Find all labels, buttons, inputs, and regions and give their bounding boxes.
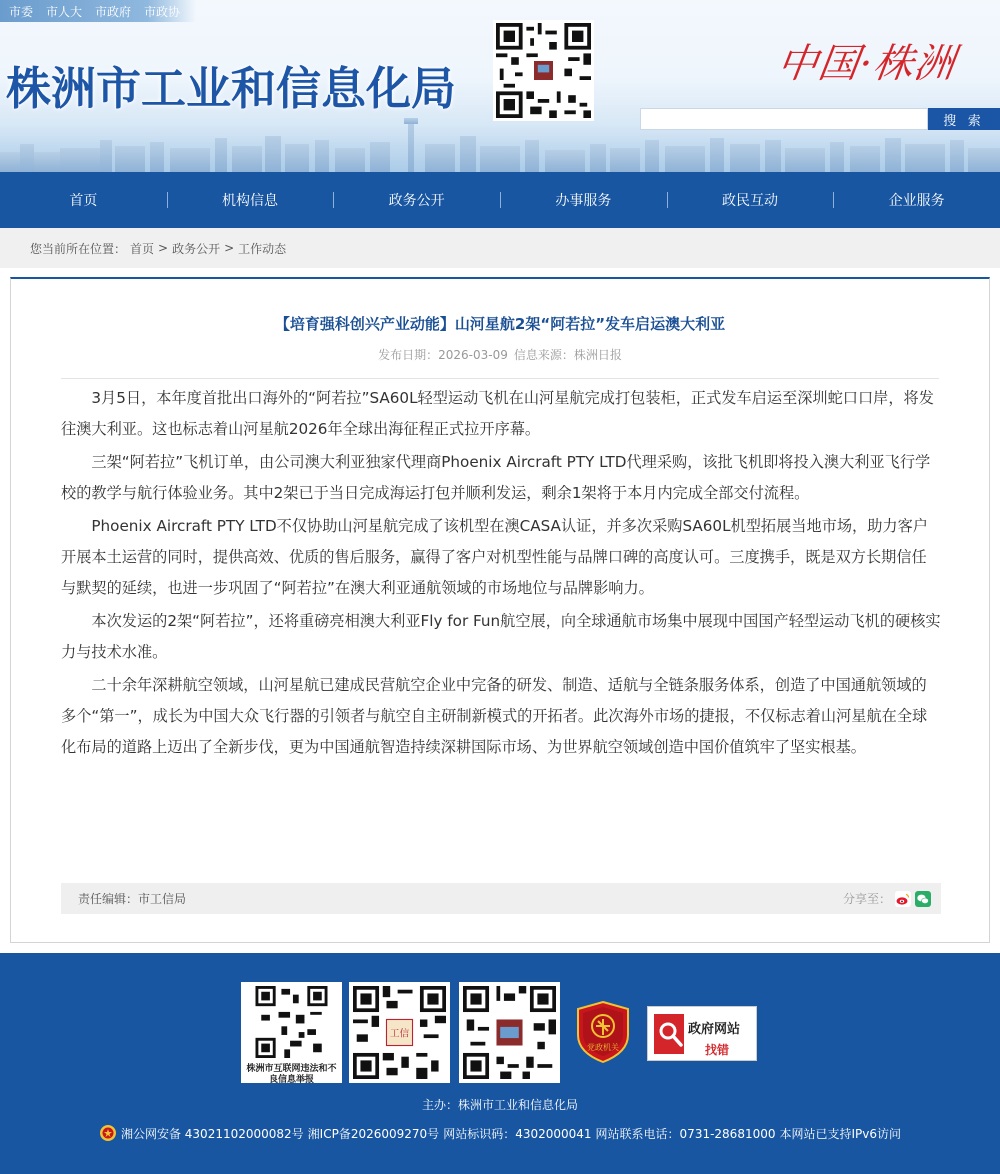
find-error-label: 找错 <box>705 1043 730 1057</box>
site-title[interactable]: 株洲市工业和信息化局 <box>6 62 457 115</box>
article-paragraph: 本次发运的2架“阿若拉”，还将重磅亮相澳大利亚Fly for Fun航空展，向全球通航市场集中展现中国国产轻型运动飞机的硬核实力与技术水准。 <box>61 612 941 661</box>
search-button[interactable]: 搜 索 <box>928 108 1000 130</box>
nav-item-enterprise-services[interactable]: 企业服务 <box>888 193 945 209</box>
china-zhuzhou-logo: 中国·株洲 <box>774 41 959 87</box>
nav-divider <box>500 192 501 208</box>
qr-code-icon <box>496 23 591 118</box>
footer-info-line <box>0 1124 1000 1142</box>
footer-host: 主办：株洲市工业和信息化局 <box>421 1098 578 1112</box>
nav-divider <box>667 192 668 208</box>
gov-website-label: 政府网站 <box>688 1022 741 1037</box>
top-link-peoples-congress[interactable]: 市人大 <box>46 4 83 19</box>
party-government-badge-icon[interactable] <box>576 1001 630 1063</box>
breadcrumb-prefix: 您当前所在位置： <box>30 241 127 256</box>
contact-phone: 网站联系电话：0731-28681000 <box>595 1126 776 1141</box>
breadcrumb-item-home[interactable]: 首页 <box>130 241 155 256</box>
source-label: 信息来源： <box>513 348 574 362</box>
police-registration[interactable]: 湘公网安备 43021102000082号 <box>120 1126 304 1141</box>
breadcrumb-item-work-news[interactable]: 工作动态 <box>238 241 287 256</box>
nav-item-government-affairs[interactable]: 政务公开 <box>388 193 445 209</box>
source-value: 株洲日报 <box>573 348 622 362</box>
report-qr-label: 株洲市互联网违法和不良信息举报 <box>246 1064 337 1085</box>
header-qr-code <box>493 20 594 121</box>
report-qr-code <box>241 982 342 1083</box>
site-header <box>0 0 1000 172</box>
nav-item-interaction[interactable]: 政民互动 <box>722 193 779 209</box>
search-input[interactable] <box>640 108 928 130</box>
article-paragraph: Phoenix Aircraft PTY LTD不仅协助山河星航完成了该机型在澳CASA认证，并多次采购SA60L机型拓展当地市场，助力客户开展本土运营的同时，提供高效、优质的售后服务，赢得了客户对机型性能与品牌口碑的高度认可。三度携手，既是双方长期信任与默契的延续，也进一步巩固了“阿若拉”在澳大利亚通航领域的市场地位与品牌影响力。 <box>61 517 928 597</box>
qr-code-icon <box>353 986 446 1079</box>
article-body <box>61 383 941 765</box>
svg-text:工信: 工信 <box>389 1028 410 1040</box>
wechat-qr-code <box>349 982 450 1083</box>
article-title: 【培育强科创兴产业动能】山河星航2架“阿若拉”发车启运澳大利亚 <box>274 315 726 333</box>
weibo-icon[interactable] <box>895 891 911 907</box>
breadcrumb-separator: > <box>224 241 235 255</box>
share-bar <box>843 890 931 907</box>
editor-label: 责任编辑： <box>78 892 139 906</box>
share-label: 分享至： <box>842 892 891 906</box>
breadcrumb-item-government-affairs[interactable]: 政务公开 <box>172 241 221 256</box>
app-qr-code <box>459 982 560 1083</box>
nav-item-home[interactable]: 首页 <box>69 193 98 209</box>
ipv6-notice: 本网站已支持IPv6访问 <box>779 1126 902 1141</box>
editor-info <box>78 890 186 907</box>
top-links-bar <box>0 0 196 22</box>
magnifier-icon <box>654 1014 684 1054</box>
article-paragraph: 3月5日，本年度首批出口海外的“阿若拉”SA60L轻型运动飞机在山河星航完成打包装柜，正式发车启运至深圳蛇口口岸，将发往澳大利亚。这也标志着山河星航2026年全球出海征程正式拉开序幕。 <box>61 389 934 438</box>
nav-divider <box>333 192 334 208</box>
qr-code-icon <box>463 986 556 1079</box>
wechat-icon[interactable] <box>915 891 931 907</box>
publish-date: 2026-03-09 <box>438 348 508 362</box>
top-link-cppcc[interactable]: 市政协 <box>144 4 181 19</box>
gov-website-error-report[interactable] <box>647 1006 757 1061</box>
police-emblem-icon <box>99 1124 117 1142</box>
article-paragraph: 三架“阿若拉”飞机订单，由公司澳大利亚独家代理商Phoenix Aircraft PTY LTD代理采购，该批飞机即将投入澳大利亚飞行学校的教学与航行体验业务。其中2架已于当日完成海运打包并顺利发运，剩余1架将于本月内完成全部交付流程。 <box>61 453 931 502</box>
party-badge-text: 党政机关 <box>587 1043 619 1052</box>
qr-code-icon <box>245 986 338 1058</box>
editor-name: 市工信局 <box>138 892 187 906</box>
article-footer-bar <box>61 883 941 914</box>
main-nav <box>0 172 1000 228</box>
article-paragraph: 二十余年深耕航空领域，山河星航已建成民营航空企业中完备的研发、制造、适航与全链条服务体系，创造了中国通航领域的多个“第一”，成长为中国大众飞行器的引领者与航空自主研制新模式的开拓者。此次海外市场的捷报，不仅标志着山河星航在全球化布局的道路上迈出了全新步伐，更为中国通航智造持续深耕国际市场、为世界航空领域创造中国价值筑牢了坚实根基。 <box>61 676 928 756</box>
nav-divider <box>833 192 834 208</box>
breadcrumb-separator: > <box>158 241 169 255</box>
nav-item-services[interactable]: 办事服务 <box>555 193 612 209</box>
breadcrumb <box>0 228 1000 268</box>
article-container <box>10 277 990 943</box>
nav-divider <box>167 192 168 208</box>
title-divider <box>61 378 939 379</box>
icp-registration[interactable]: 湘ICP备2026009270号 <box>307 1126 440 1141</box>
site-code: 网站标识码：4302000041 <box>443 1126 592 1141</box>
article-meta <box>11 346 989 363</box>
nav-item-organization[interactable]: 机构信息 <box>222 193 278 209</box>
publish-date-label: 发布日期： <box>378 348 439 362</box>
top-link-government[interactable]: 市政府 <box>95 4 132 19</box>
top-link-party-committee[interactable]: 市委 <box>9 4 34 19</box>
site-footer <box>0 953 1000 1174</box>
